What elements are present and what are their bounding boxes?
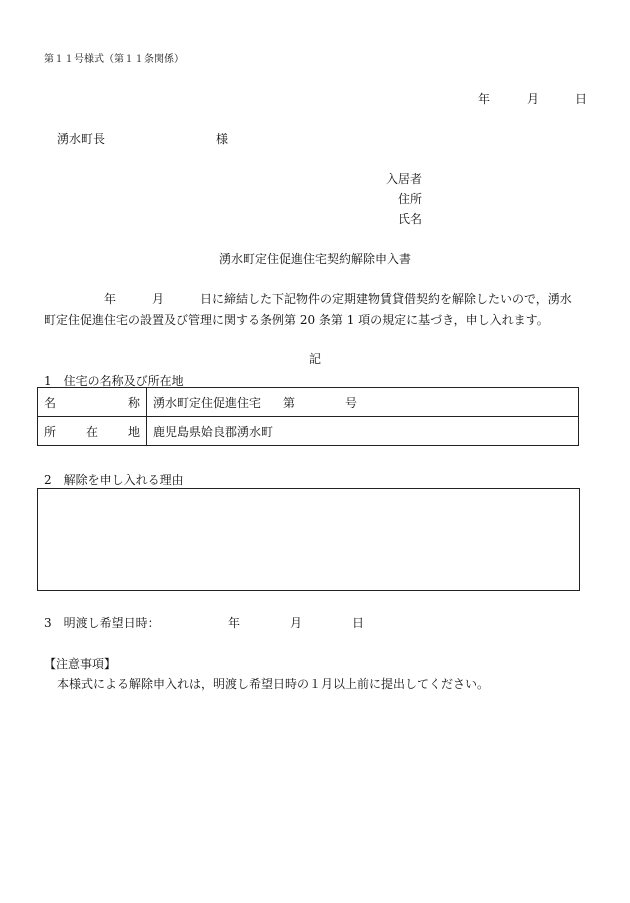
house-name-value: 湧水町定住促進住宅 [153, 395, 262, 410]
name-label-cell [38, 388, 147, 417]
label-char: 所 [44, 424, 57, 439]
vacate-date-label: 3 明渡し希望日時： [44, 616, 160, 630]
vacate-month-label: 月 [290, 616, 303, 630]
house-number-suffix: 号 [345, 395, 358, 410]
body-paragraph [44, 289, 584, 331]
label-char: 地 [127, 424, 140, 439]
applicant-address-label: 住所 [397, 192, 422, 206]
section2-heading: 2 解除を申し入れる理由 [44, 473, 184, 487]
date-day-label: 日 [575, 92, 588, 106]
applicant-name-label: 氏名 [397, 212, 422, 226]
vacate-year-label: 年 [228, 616, 241, 630]
document-title: 湧水町定住促進住宅契約解除申入書 [218, 252, 411, 266]
ki-label: 記 [308, 352, 321, 366]
form-number: 第１１号様式（第１１条関係） [44, 54, 184, 65]
vacate-day-label: 日 [352, 616, 365, 630]
body-month: 月 [152, 292, 165, 306]
notes-title: 【注意事項】 [44, 657, 117, 671]
label-char: 名 [44, 395, 57, 410]
name-value-cell [147, 388, 579, 417]
date-month-label: 月 [527, 92, 540, 106]
label-char: 在 [85, 424, 98, 439]
table-row [38, 417, 579, 446]
date-year-label: 年 [478, 92, 491, 106]
body-text-line1: 日に締結した下記物件の定期建物賃貸借契約を解除したいので，湧水 [200, 292, 572, 306]
applicant-resident-label: 入居者 [385, 172, 422, 186]
addressee-title: 湧水町長 [57, 132, 106, 146]
reason-input-box[interactable] [37, 488, 580, 591]
label-char: 称 [127, 395, 140, 410]
table-row [38, 388, 579, 417]
body-year: 年 [104, 292, 117, 306]
house-info-table [37, 387, 579, 446]
location-value-cell [147, 417, 579, 446]
notes-text: 本様式による解除申入れは，明渡し希望日時の１月以上前に提出してください。 [57, 677, 490, 691]
house-number-prefix: 第 [283, 395, 296, 410]
addressee-honorific: 様 [216, 132, 229, 146]
body-text-line2: 町定住促進住宅の設置及び管理に関する条例第 20 条第 1 項の規定に基づき，申し入れます。 [44, 313, 549, 327]
house-location-value: 鹿児島県姶良郡湧水町 [153, 424, 274, 439]
section1-heading: 1 住宅の名称及び所在地 [44, 374, 184, 388]
location-label-cell [38, 417, 147, 446]
